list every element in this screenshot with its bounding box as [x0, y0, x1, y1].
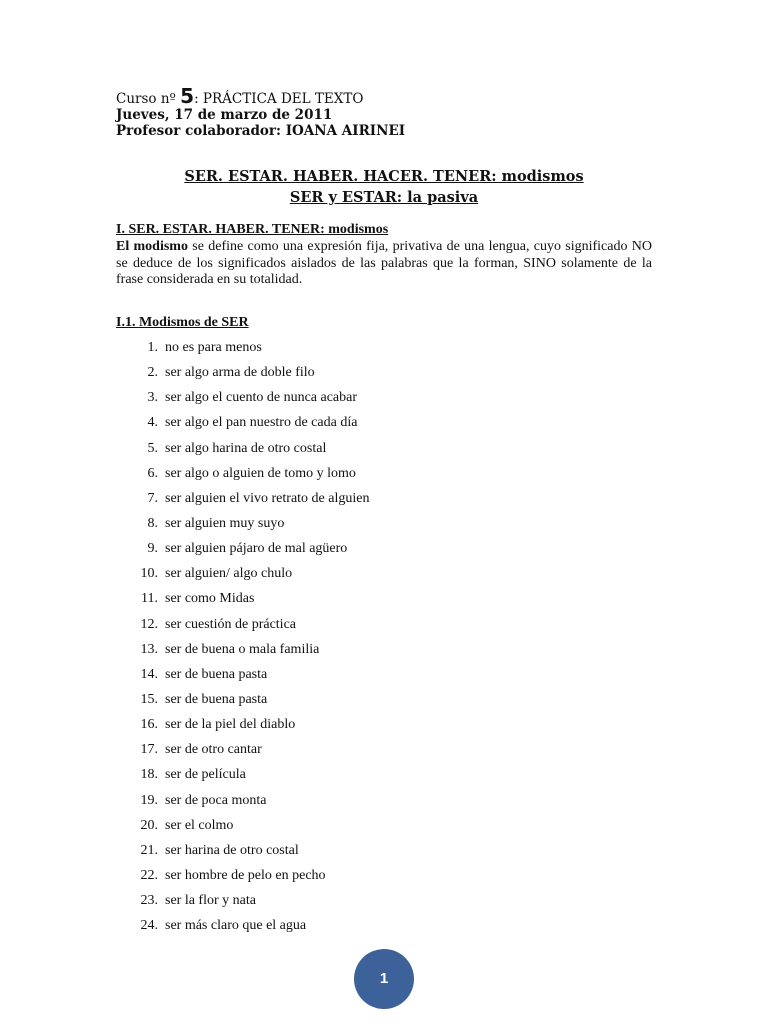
list-item-number: 4.	[147, 415, 158, 431]
list-item	[116, 892, 369, 917]
list-item-text: no es para menos	[165, 340, 262, 355]
list-item-number: 13.	[140, 641, 158, 657]
idiom-list	[116, 339, 369, 942]
course-title: : PRÁCTICA DEL TEXTO	[194, 91, 364, 107]
course-line	[116, 84, 405, 108]
list-item	[116, 364, 369, 389]
list-item	[116, 641, 369, 666]
list-item-number: 17.	[140, 742, 158, 758]
list-item-number: 10.	[140, 566, 158, 582]
list-item	[116, 917, 369, 942]
list-item-text: ser alguien/ algo chulo	[165, 566, 293, 582]
list-item-text: ser de película	[165, 767, 246, 783]
course-number: 5	[180, 84, 195, 108]
list-item-text: ser más claro que el agua	[165, 918, 307, 934]
list-item	[116, 565, 369, 590]
list-item-number: 15.	[140, 691, 158, 707]
list-item	[116, 741, 369, 766]
list-item-number: 21.	[140, 842, 158, 858]
subsection-heading: I.1. Modismos de SER	[116, 315, 249, 330]
list-item-text: ser como Midas	[165, 591, 255, 607]
list-item-number: 6.	[147, 465, 158, 481]
list-item-number: 12.	[140, 616, 158, 632]
list-item	[116, 716, 369, 741]
list-item-number: 23.	[140, 893, 158, 909]
professor-line: Profesor colaborador: IOANA AIRINEI	[116, 123, 406, 139]
list-item	[116, 616, 369, 641]
list-item	[116, 666, 369, 691]
list-item-text: ser algo harina de otro costal	[165, 440, 327, 456]
title-line-2: SER y ESTAR: la pasiva	[289, 189, 479, 206]
list-item-text: ser algo el cuento de nunca acabar	[165, 390, 358, 406]
list-item-number: 20.	[140, 817, 158, 833]
list-item-text: ser harina de otro costal	[165, 842, 299, 858]
list-item-text: ser algo el pan nuestro de cada día	[165, 415, 358, 431]
list-item-number: 8.	[147, 515, 158, 531]
definition-text: se define como una expresión fija, privativa de una lengua, cuyo significado NO se deduce de los significados aislados de las palabras que la forman, SINO solamente de la frase considerada en su totalidad.	[116, 239, 653, 287]
page-number-badge: 1	[354, 949, 414, 1009]
list-item-number: 16.	[140, 717, 158, 733]
list-item-text: ser algo o alguien de tomo y lomo	[165, 465, 356, 481]
list-item-number: 1.	[147, 340, 158, 355]
list-item	[116, 414, 369, 439]
definition-paragraph	[116, 239, 652, 289]
section-heading: I. SER. ESTAR. HABER. TENER: modismos	[116, 222, 389, 237]
list-item-text: ser de buena pasta	[165, 691, 268, 707]
list-item-text: ser alguien pájaro de mal agüero	[165, 541, 348, 557]
course-label: Curso nº	[116, 91, 181, 107]
list-item	[116, 792, 369, 817]
list-item	[116, 389, 369, 414]
list-item-text: ser alguien el vivo retrato de alguien	[165, 490, 370, 506]
list-item-text: ser de buena o mala familia	[165, 641, 320, 657]
list-item-number: 24.	[140, 918, 158, 934]
list-item-text: ser cuestión de práctica	[165, 616, 296, 632]
list-item-text: ser de otro cantar	[165, 742, 262, 758]
list-item-text: ser hombre de pelo en pecho	[165, 867, 326, 883]
list-item-text: ser el colmo	[165, 817, 234, 833]
document-title	[0, 166, 768, 208]
title-line-1: SER. ESTAR. HABER. HACER. TENER: modismos	[184, 168, 584, 185]
list-item-text: ser alguien muy suyo	[165, 515, 285, 531]
list-item	[116, 817, 369, 842]
definition-term: El modismo	[116, 239, 188, 254]
list-item-text: ser de buena pasta	[165, 666, 268, 682]
document-header	[116, 84, 406, 139]
list-item-number: 18.	[140, 767, 158, 783]
list-item-number: 5.	[147, 440, 158, 456]
list-item	[116, 867, 369, 892]
list-item	[116, 842, 369, 867]
list-item-number: 19.	[140, 792, 158, 808]
list-item	[116, 339, 369, 364]
list-item	[116, 691, 369, 716]
list-item-text: ser algo arma de doble filo	[165, 365, 315, 381]
list-item-number: 14.	[140, 666, 158, 682]
list-item-number: 7.	[147, 490, 158, 506]
list-item	[116, 515, 369, 540]
list-item	[116, 766, 369, 791]
date-line: Jueves, 17 de marzo de 2011	[116, 107, 333, 123]
list-item-number: 22.	[140, 867, 158, 883]
list-item-number: 9.	[147, 541, 158, 557]
list-item	[116, 490, 369, 515]
list-item	[116, 590, 369, 615]
list-item-text: ser la flor y nata	[165, 893, 256, 909]
list-item-text: ser de la piel del diablo	[165, 717, 296, 733]
list-item-number: 2.	[147, 365, 158, 381]
list-item	[116, 540, 369, 565]
list-item-text: ser de poca monta	[165, 792, 267, 808]
list-item	[116, 465, 369, 490]
list-item-number: 3.	[147, 390, 158, 406]
list-item-number: 11.	[141, 591, 158, 607]
list-item	[116, 440, 369, 465]
